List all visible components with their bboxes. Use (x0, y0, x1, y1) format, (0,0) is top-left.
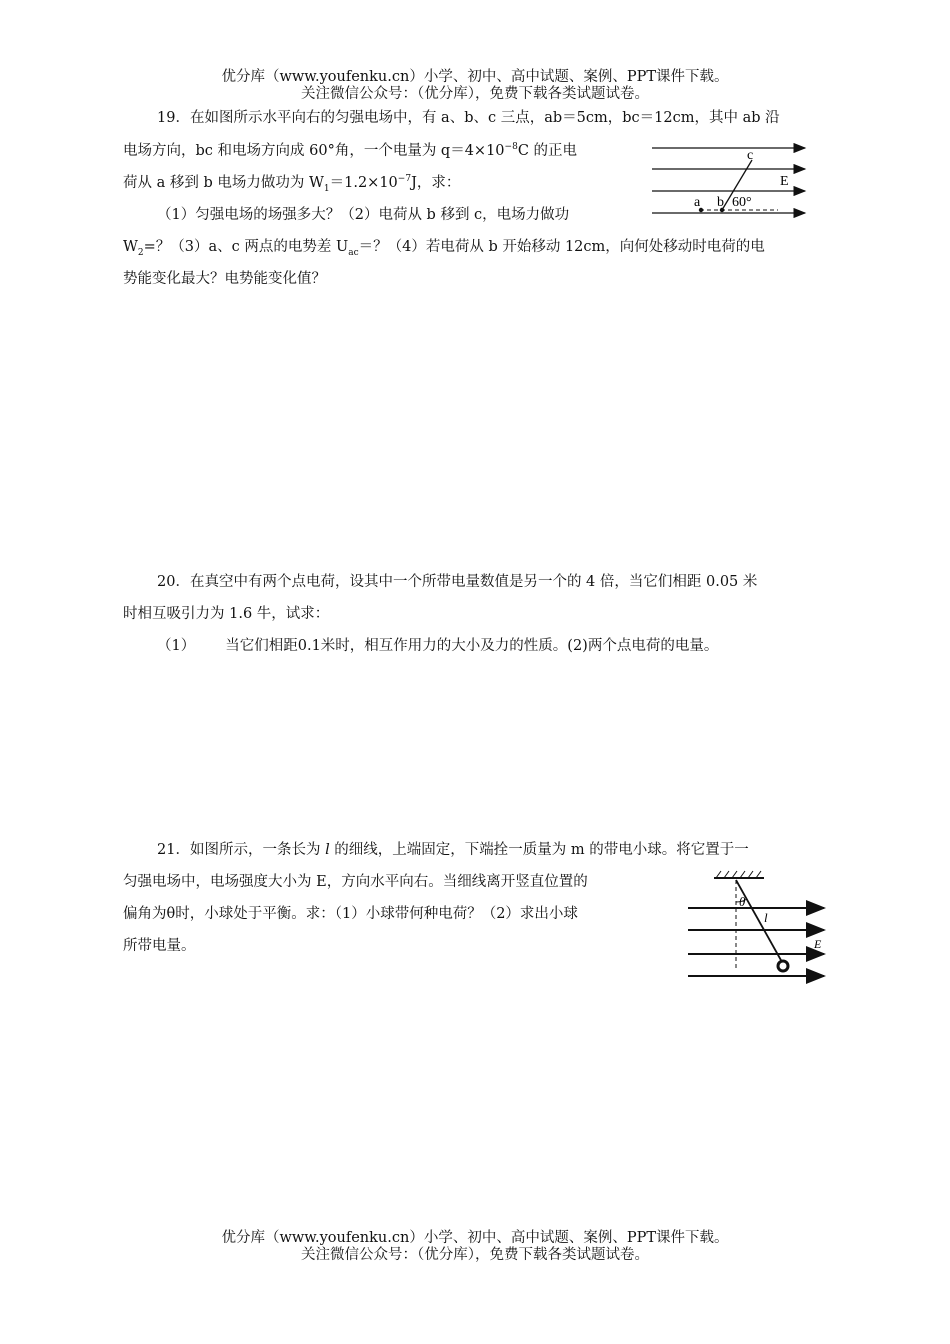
label-e: E (780, 174, 789, 189)
label-a: a (694, 195, 701, 210)
q20-line2: 时相互吸引力为 1.6 牛，试求： (123, 606, 330, 622)
label-e: E (814, 937, 822, 951)
q21-pendulum-diagram (684, 866, 834, 986)
page-footer-line2: 关注微信公众号：（优分库），免费下载各类试题试卷。 (301, 1247, 649, 1263)
q19-line5: $W_2=$？（3）a、c 两点的电势差 $U_{ac}=$？（4）若电荷从 b 开始移动 12cm，向何处移动时电荷的电 (123, 239, 765, 258)
string (736, 880, 782, 962)
ball (778, 961, 788, 971)
q19-line3: 荷从 a 移到 b 电场力做功为 $W_1=1.2\times 10^{-7}J$，求： (123, 174, 461, 194)
label-b: b (717, 195, 724, 210)
q20-line1: 20．在真空中有两个点电荷，设其中一个所带电量数值是另一个的 4 倍，当它们相距 0.05 米 (157, 574, 758, 590)
label-theta: θ (739, 894, 746, 909)
q21-line1: 21．如图所示，一条长为 l 的细线，上端固定，下端拴一质量为 m 的带电小球。将它置于一 (157, 842, 749, 858)
q19-line2: 电场方向，bc 和电场方向成 60°角，一个电量为 $q=4\times 10^{-8}C$ 的正电 (123, 142, 578, 159)
q19-line6: 势能变化最大？电势能变化值？ (123, 271, 326, 287)
label-angle: 60° (732, 195, 752, 210)
q19-line4: （1）匀强电场的场强多大？（2）电荷从 b 移到 c，电场力做功 (157, 207, 570, 223)
page-header-line1: 优分库（www.youfenku.cn）小学、初中、高中试题、案例、PPT课件下载。 (221, 69, 729, 85)
q21-line2: 匀强电场中，电场强度大小为 E，方向水平向右。当细线离开竖直位置的 (123, 874, 588, 890)
q21-line4: 所带电量。 (123, 938, 196, 954)
q21-line3: 偏角为θ时，小球处于平衡。求：（1）小球带何种电荷？（2）求出小球 (123, 906, 578, 922)
q19-line1: 19．在如图所示水平向右的匀强电场中，有 a、b、c 三点，ab＝5cm，bc＝12cm，其中 ab 沿 (157, 110, 780, 126)
page-header-line2: 关注微信公众号：（优分库），免费下载各类试题试卷。 (301, 86, 649, 102)
label-c: c (747, 148, 754, 163)
label-l: l (764, 910, 768, 925)
q20-line3: （1） 当它们相距0.1米时，相互作用力的大小及力的性质。(2)两个点电荷的电量。 (157, 638, 719, 654)
ceiling-hatch (716, 871, 761, 878)
page-footer-line1: 优分库（www.youfenku.cn）小学、初中、高中试题、案例、PPT课件下载。 (221, 1230, 729, 1246)
q19-field-diagram (640, 138, 820, 228)
